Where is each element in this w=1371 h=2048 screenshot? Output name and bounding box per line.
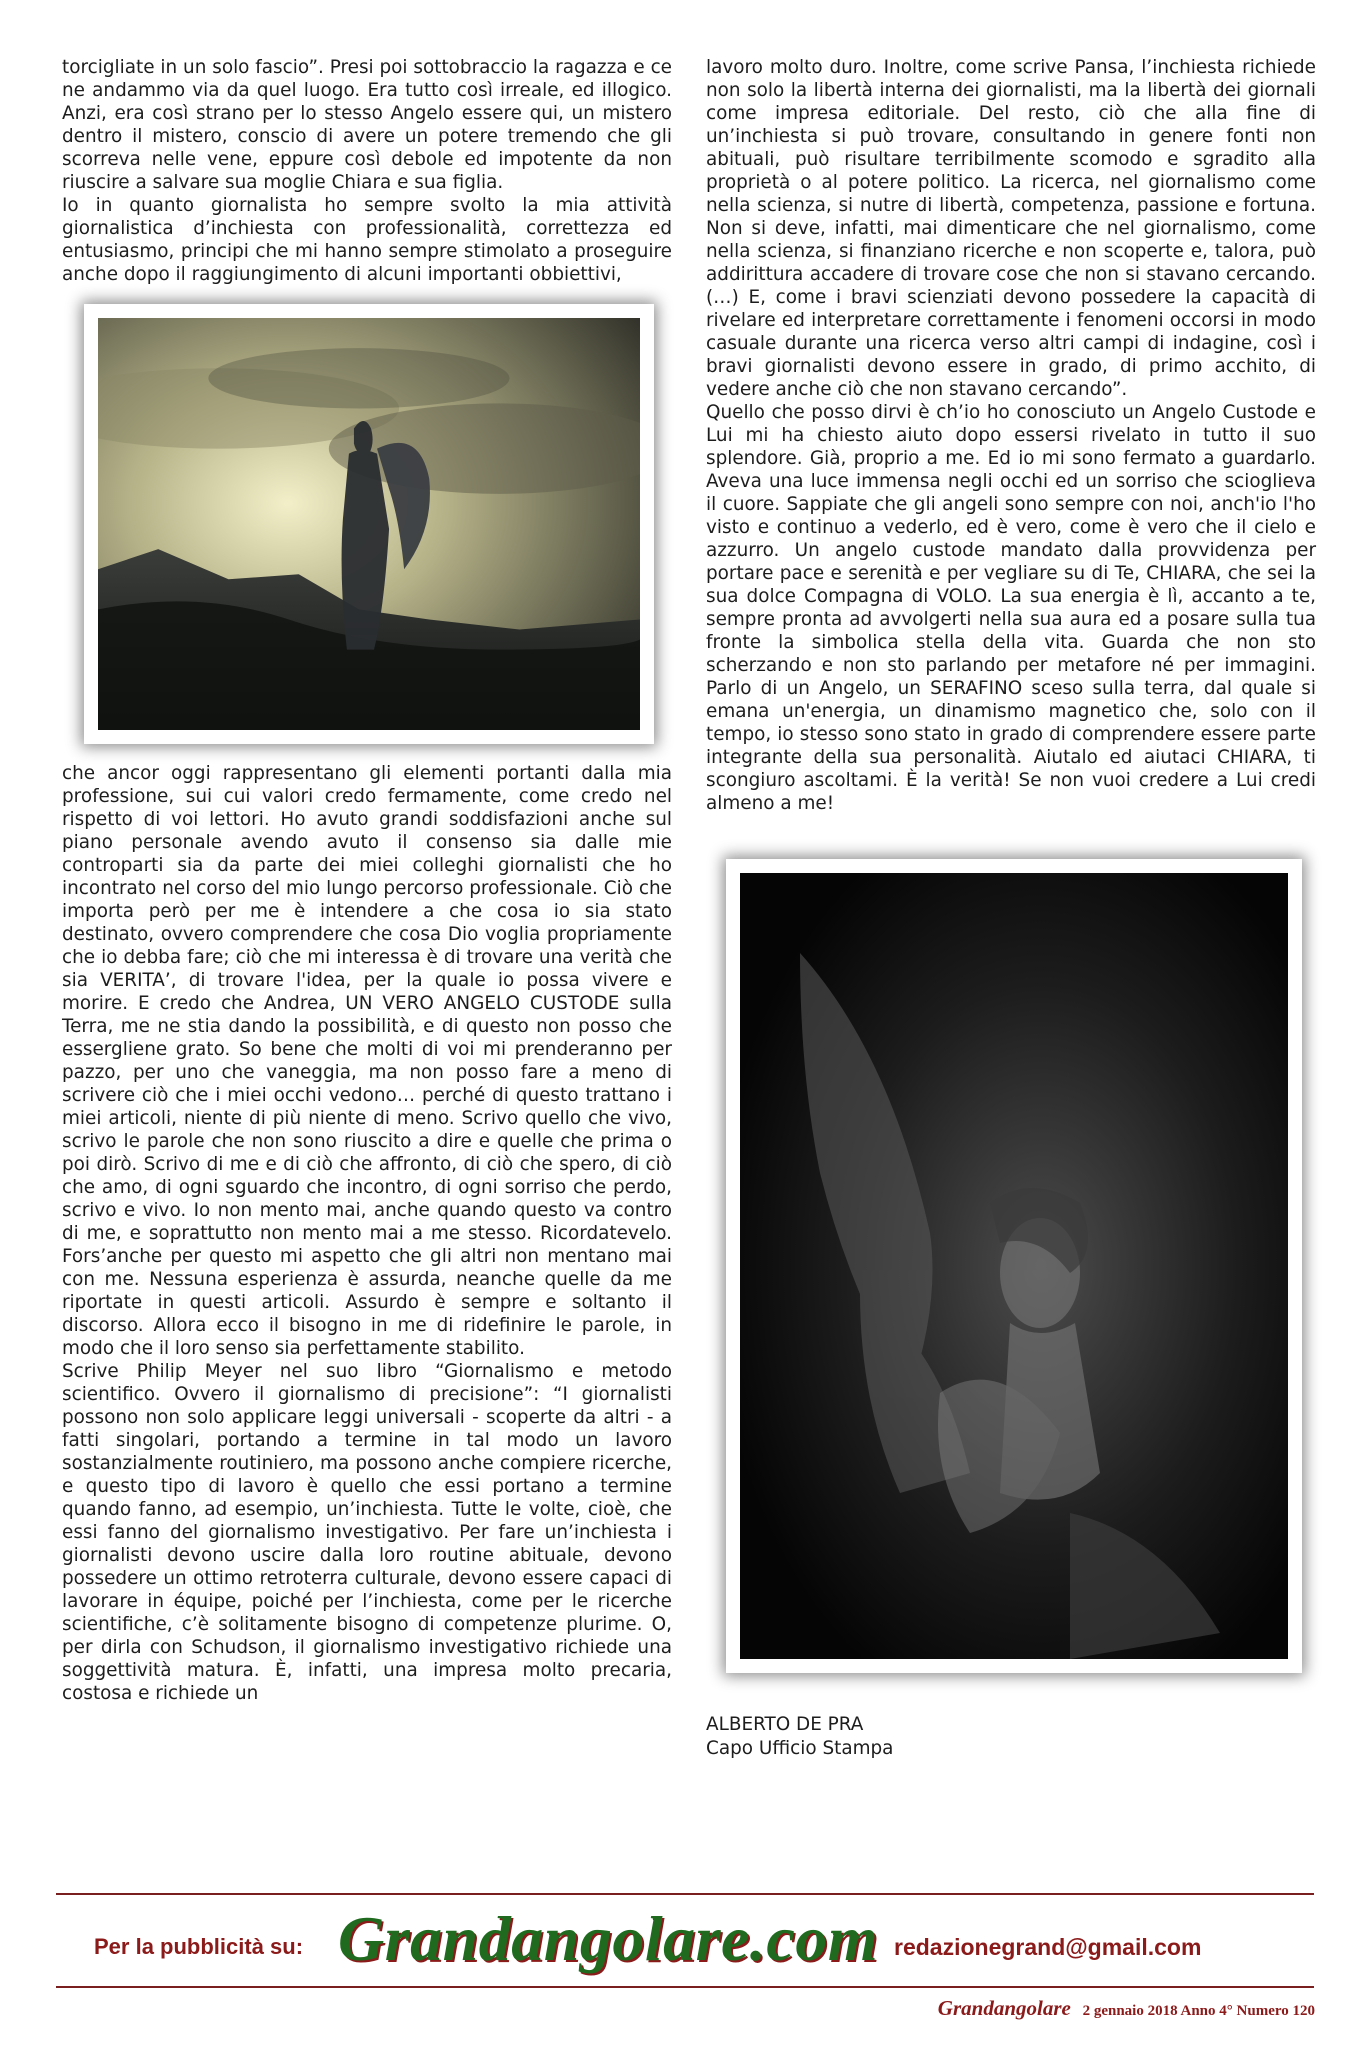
page-folio (938, 1996, 1315, 2021)
footer-rule-top (56, 1893, 1314, 1895)
article-paragraph: lavoro molto duro. Inoltre, come scrive Pansa, l’inchiesta richiede non solo la libertà interna dei giornalisti, ma la libertà dei giornali come impresa editoriale. Del resto, ciò che alla fine di un’inchiesta si può trovare, consultando in genere fonti non abituali, può risultare terribilmente scomodo e sgradito alla proprietà o al potere politico. La ricerca, nel giornalismo come nella scienza, si nutre di libertà, competenza, passione e fortuna. Non si deve, infatti, mai dimenticare che nel giornalismo, come nella scienza, si finanziano ricerche e non scoperte e, talora, può addirittura accadere di trovare cose che non si stavano cercando. (…) E, come i bravi scienziati devono possedere la capacità di rivelare ed interpretare correttamente i fenomeni occorsi in modo casuale durante una ricerca verso altri campi di indagine, così i bravi giornalisti devono essere in grado, di primo acchito, di vedere anche ciò che non stavano cercando”. (706, 57, 1316, 400)
redazione-email-link[interactable]: redazionegrand@gmail.com (894, 1934, 1202, 1960)
article-paragraph: Io in quanto giornalista ho sempre svolto la mia attività giornalistica d’inchiesta con professionalità, correttezza ed entusiasmo, principi che mi hanno sempre stimolato a proseguire anche dopo il raggiungimento di alcuni importanti obbiettivi, (62, 195, 672, 285)
article-column-left (62, 56, 672, 1705)
article-paragraph: torcigliate in un solo fascio”. Presi poi sottobraccio la ragazza e ce ne andammo via da quel luogo. Era tutto così irreale, ed illogico. Anzi, era così strano per lo stesso Angelo essere qui, un mistero dentro il mistero, conscio di avere un potere tremendo che gli scorreva nelle vene, eppure così debole ed impotente da non riuscire a salvare sua moglie Chiara e sua figlia. (62, 57, 672, 193)
article-column-right (706, 56, 1316, 1761)
advertising-label: Per la pubblicità su: (94, 1934, 304, 1959)
folio-brand: Grandangolare (937, 1996, 1071, 2020)
article-paragraph: che ancor oggi rappresentano gli elementi portanti dalla mia professione, sui cui valori credo fermamente, come credo nel rispetto di voi lettori. Ho avuto grandi soddisfazioni anche sul piano personale avendo avuto il consenso sia dalle mie controparti sia da parte dei miei colleghi giornalisti che ho incontrato nel corso del mio lungo percorso professionale. Ciò che importa però per me è intendere a che cosa io sia stato destinato, ovvero comprendere che cosa Dio voglia propriamente che io debba fare; ciò che mi interessa è di trovare una verità che sia VERITA’, di trovare l'idea, per la quale io possa vivere e morire. E credo che Andrea, UN VERO ANGELO CUSTODE sulla Terra, me ne stia dando la possibilità, e di questo non posso che essergliene grato. So bene che molti di voi mi prenderanno per pazzo, per uno che vaneggia, ma non posso fare a meno di scrivere ciò che i miei occhi vedono… perché di questo trattano i miei articoli, niente di più niente di meno. Scrivo quello che vivo, scrivo le parole che non sono riuscito a dire e quelle che prima o poi dirò. Scrivo di me e di ciò che affronto, di ciò che spero, di ciò che amo, di ogni sguardo che incontro, di ogni sorriso che perdo, scrivo e vivo. Io non mento mai, anche quando questo va contro di me, e soprattutto non mento mai a me stesso. Ricordatevelo. Fors’anche per questo mi aspetto che gli altri non mentano mai con me. Nessuna esperienza è assurda, neanche quelle da me riportate in questi articoli. Assurdo è sempre e soltanto il discorso. Allora ecco il bisogno in me di ridefinire le parole, in modo che il loro senso sia perfettamente stabilito. (62, 763, 672, 1359)
angel-statue-sky-photo (84, 304, 654, 744)
folio-issue-info: 2 gennaio 2018 Anno 4° Numero 120 (1082, 2003, 1315, 2019)
dark-angel-statue-photo (726, 859, 1302, 1673)
article-paragraph: Scrive Philip Meyer nel suo libro “Giornalismo e metodo scientifico. Ovvero il giornalismo di precisione”: “I giornalisti possono non solo applicare leggi universali - scoperte da altri - a fatti singolari, portando a termine in tal modo un lavoro sostanzialmente routiniero, ma possono anche compiere ricerche, e questo tipo di lavoro è quello che essi portano a termine quando fanno, ad esempio, un’inchiesta. Tutte le volte, cioè, che essi fanno del giornalismo investigativo. Per fare un’inchiesta i giornalisti devono uscire dalla loro routine abituale, devono possedere un ottimo retroterra culturale, devono essere capaci di lavorare in équipe, poiché per l’inchiesta, come per le ricerche scientifiche, c’è solitamente bisogno di competenze plurime. O, per dirla con Schudson, il giornalismo investigativo richiede una soggettività matura. È, infatti, una impresa molto precaria, costosa e richiede un (62, 1361, 672, 1704)
article-paragraph: Quello che posso dirvi è ch’io ho conosciuto un Angelo Custode e Lui mi ha chiesto aiuto dopo essersi rivelato in tutto il suo splendore. Già, proprio a me. Ed io mi sono fermato a guardarlo. Aveva una luce immensa negli occhi ed un sorriso che scioglieva il cuore. Sappiate che gli angeli sono sempre con noi, anch'io l'ho visto e continuo a vederlo, ed è vero, come è vero che il cielo e azzurro. Un angelo custode mandato dalla provvidenza per portare pace e serenità e per vegliare su di Te, CHIARA, che sei la sua dolce Compagna di VOLO. La sua energia è lì, accanto a te, sempre pronta ad avvolgerti nella sua aura ed a posare sulla tua fronte la simbolica stella della vita. Guarda che non sto scherzando e non sto parlando per metafore né per immagini. Parlo di un Angelo, un SERAFINO sceso sulla terra, dal quale si emana un'energia, un dinamismo magnetico che, solo con il tempo, io stesso sono stato in grado di comprendere essere parte integrante della sua personalità. Aiutalo ed aiutaci CHIARA, ti scongiuro ascoltami. È la verità! Se non vuoi credere a Lui credi almeno a me! (706, 402, 1316, 814)
footer-rule-bottom (56, 1986, 1314, 1988)
advertising-banner (56, 1898, 1314, 1982)
grandangolare-logo-link[interactable]: Grandangolare.com (338, 1903, 879, 1974)
author-name: ALBERTO DE PRA (706, 1714, 864, 1735)
author-signature (706, 1713, 1316, 1761)
author-role: Capo Ufficio Stampa (706, 1738, 894, 1759)
